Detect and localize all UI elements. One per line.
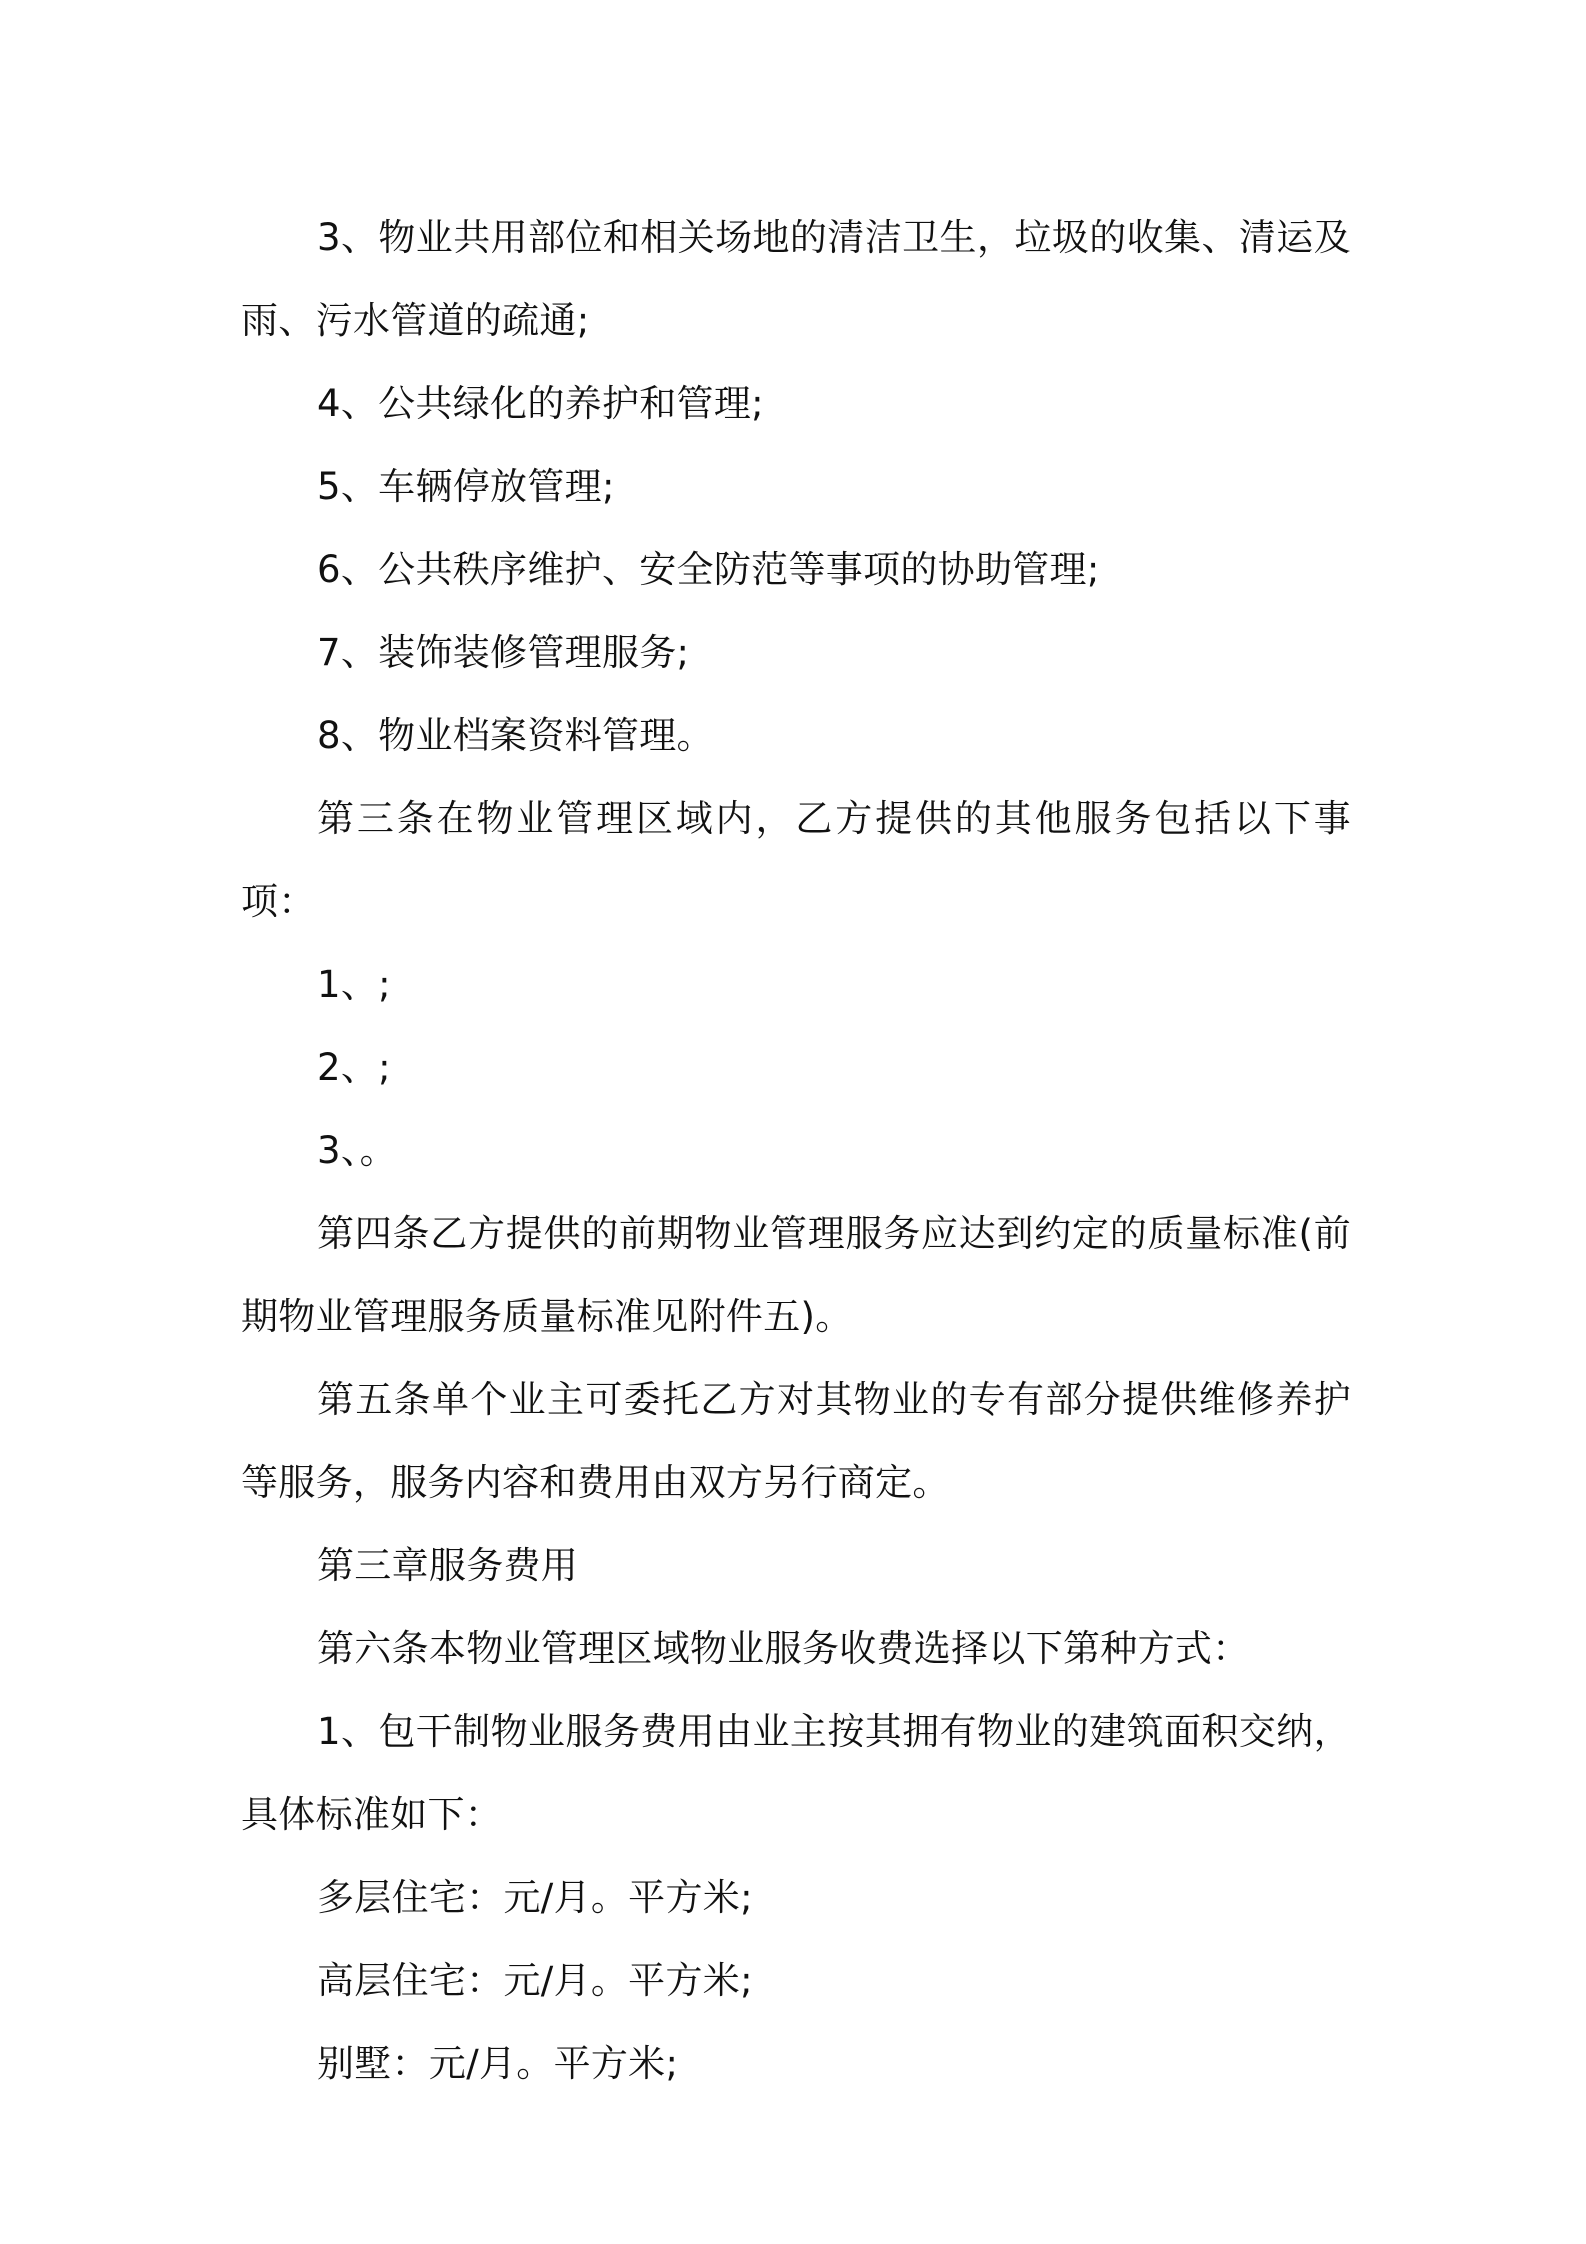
paragraph: 第四条乙方提供的前期物业管理服务应达到约定的质量标准(前期物业管理服务质量标准见附件五)。	[241, 1212, 1351, 1338]
paragraph: 2、;	[317, 1046, 391, 1089]
paragraph: 第五条单个业主可委托乙方对其物业的专有部分提供维修养护等服务，服务内容和费用由双方另行商定。	[241, 1378, 1351, 1504]
paragraph: 1、包干制物业服务费用由业主按其拥有物业的建筑面积交纳，具体标准如下：	[241, 1710, 1351, 1836]
chapter-heading: 第三章服务费用	[317, 1544, 579, 1587]
paragraph: 1、;	[317, 963, 391, 1006]
paragraph: 6、公共秩序维护、安全防范等事项的协助管理;	[317, 548, 1100, 591]
paragraph: 3、物业共用部位和相关场地的清洁卫生，垃圾的收集、清运及雨、污水管道的疏通;	[241, 216, 1351, 342]
paragraph: 4、公共绿化的养护和管理;	[317, 382, 764, 425]
paragraph: 8、物业档案资料管理。	[317, 714, 714, 757]
paragraph: 5、车辆停放管理;	[317, 465, 615, 508]
paragraph: 7、装饰装修管理服务;	[317, 631, 690, 674]
paragraph: 第六条本物业管理区域物业服务收费选择以下第种方式：	[317, 1627, 1250, 1670]
paragraph: 多层住宅：元/月。平方米;	[317, 1876, 753, 1919]
paragraph: 高层住宅：元/月。平方米;	[317, 1959, 753, 2002]
paragraph: 3、。	[317, 1129, 397, 1172]
document-body	[241, 196, 1351, 2105]
paragraph: 别墅：元/月。平方米;	[317, 2042, 679, 2085]
paragraph: 第三条在物业管理区域内，乙方提供的其他服务包括以下事项：	[241, 797, 1351, 923]
